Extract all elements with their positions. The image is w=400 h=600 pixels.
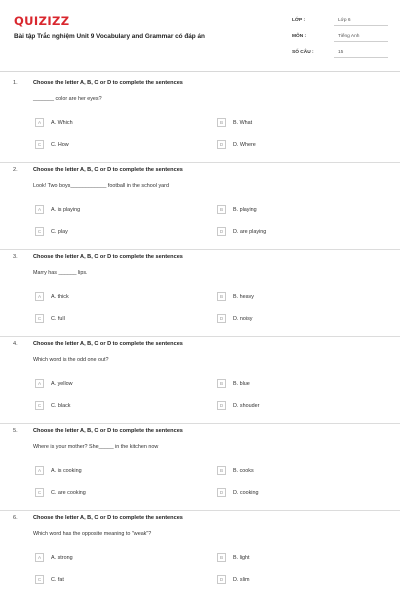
option-label: B. What [233, 119, 253, 126]
option-checkbox[interactable]: D [217, 488, 226, 497]
option-checkbox[interactable]: C [35, 488, 44, 497]
question-text: Marry has ______ lips. [33, 270, 88, 276]
option-label: A. strong [51, 554, 73, 561]
quizizz-logo: QUIZIZZ [14, 14, 70, 28]
option-label: D. cooking [233, 489, 259, 496]
question-instruction: Choose the letter A, B, C or D to complete the sentences [33, 428, 183, 434]
option-label: C. play [51, 228, 68, 235]
question-list [0, 78, 400, 600]
option-checkbox[interactable]: C [35, 227, 44, 236]
option-checkbox[interactable]: C [35, 575, 44, 584]
question-divider [0, 423, 400, 424]
option-label: B. heavy [233, 293, 254, 300]
option-checkbox[interactable]: C [35, 314, 44, 323]
meta-value: 15 [334, 50, 388, 58]
meta-row-class [292, 14, 388, 29]
option-label: A. is cooking [51, 467, 82, 474]
option-label: D. shouder [233, 402, 260, 409]
question-instruction: Choose the letter A, B, C or D to complete the sentences [33, 80, 183, 86]
question-divider [0, 510, 400, 511]
meta-row-subject [292, 30, 388, 45]
question-5 [0, 426, 400, 513]
option-checkbox[interactable]: B [217, 553, 226, 562]
meta-label: LỚP : [292, 18, 306, 23]
option-checkbox[interactable]: B [217, 466, 226, 475]
option-checkbox[interactable]: A [35, 292, 44, 301]
option-checkbox[interactable]: B [217, 205, 226, 214]
option-checkbox[interactable]: B [217, 292, 226, 301]
question-text: _______ color are her eyes? [33, 96, 102, 102]
question-1 [0, 78, 400, 165]
option-label: A. thick [51, 293, 69, 300]
option-label: A. Which [51, 119, 73, 126]
question-3 [0, 252, 400, 339]
question-number: 3. [13, 254, 18, 260]
option-checkbox[interactable]: A [35, 553, 44, 562]
option-label: A. is playing [51, 206, 81, 213]
option-label: C. How [51, 141, 69, 148]
option-checkbox[interactable]: D [217, 575, 226, 584]
option-checkbox[interactable]: B [217, 118, 226, 127]
option-checkbox[interactable]: D [217, 314, 226, 323]
question-instruction: Choose the letter A, B, C or D to complete the sentences [33, 341, 183, 347]
option-label: D. are playing [233, 228, 267, 235]
option-checkbox[interactable]: C [35, 401, 44, 410]
question-text: Where is your mother? She_____ in the kitchen now [33, 444, 159, 450]
question-number: 5. [13, 428, 18, 434]
question-instruction: Choose the letter A, B, C or D to complete the sentences [33, 515, 183, 521]
option-label: C. are cooking [51, 489, 86, 496]
option-label: C. black [51, 402, 71, 409]
option-label: B. playing [233, 206, 257, 213]
question-divider [0, 249, 400, 250]
meta-value: Lớp 6 [334, 18, 388, 26]
question-text: Which word has the opposite meaning to "weak"? [33, 531, 152, 537]
meta-row-question-count [292, 46, 388, 61]
option-label: B. light [233, 554, 250, 561]
question-4 [0, 339, 400, 426]
worksheet-header [0, 0, 400, 76]
worksheet-meta [292, 14, 388, 61]
option-label: B. blue [233, 380, 250, 387]
question-instruction: Choose the letter A, B, C or D to complete the sentences [33, 254, 183, 260]
option-checkbox[interactable]: D [217, 227, 226, 236]
option-checkbox[interactable]: B [217, 379, 226, 388]
option-checkbox[interactable]: A [35, 205, 44, 214]
meta-label: SỐ CÂU : [292, 50, 314, 55]
meta-label: MÔN : [292, 34, 307, 39]
option-label: C. fat [51, 576, 64, 583]
option-checkbox[interactable]: C [35, 140, 44, 149]
option-label: D. Where [233, 141, 256, 148]
question-instruction: Choose the letter A, B, C or D to complete the sentences [33, 167, 183, 173]
question-text: Look! Two boys____________ football in the school yard [33, 183, 169, 189]
question-number: 1. [13, 80, 18, 86]
question-2 [0, 165, 400, 252]
option-label: D. noisy [233, 315, 253, 322]
option-checkbox[interactable]: A [35, 379, 44, 388]
question-number: 6. [13, 515, 18, 521]
question-number: 2. [13, 167, 18, 173]
option-checkbox[interactable]: D [217, 140, 226, 149]
option-label: C. full [51, 315, 65, 322]
option-checkbox[interactable]: A [35, 466, 44, 475]
header-divider [0, 71, 400, 72]
option-label: D. slim [233, 576, 250, 583]
question-text: Which word is the odd one out? [33, 357, 109, 363]
option-checkbox[interactable]: D [217, 401, 226, 410]
question-divider [0, 162, 400, 163]
meta-value: Tiếng Anh [334, 34, 388, 42]
option-checkbox[interactable]: A [35, 118, 44, 127]
option-label: A. yellow [51, 380, 73, 387]
question-number: 4. [13, 341, 18, 347]
option-label: B. cooks [233, 467, 254, 474]
worksheet-title: Bài tập Trắc nghiệm Unit 9 Vocabulary and Grammar có đáp án [14, 33, 205, 40]
question-6 [0, 513, 400, 600]
question-divider [0, 336, 400, 337]
